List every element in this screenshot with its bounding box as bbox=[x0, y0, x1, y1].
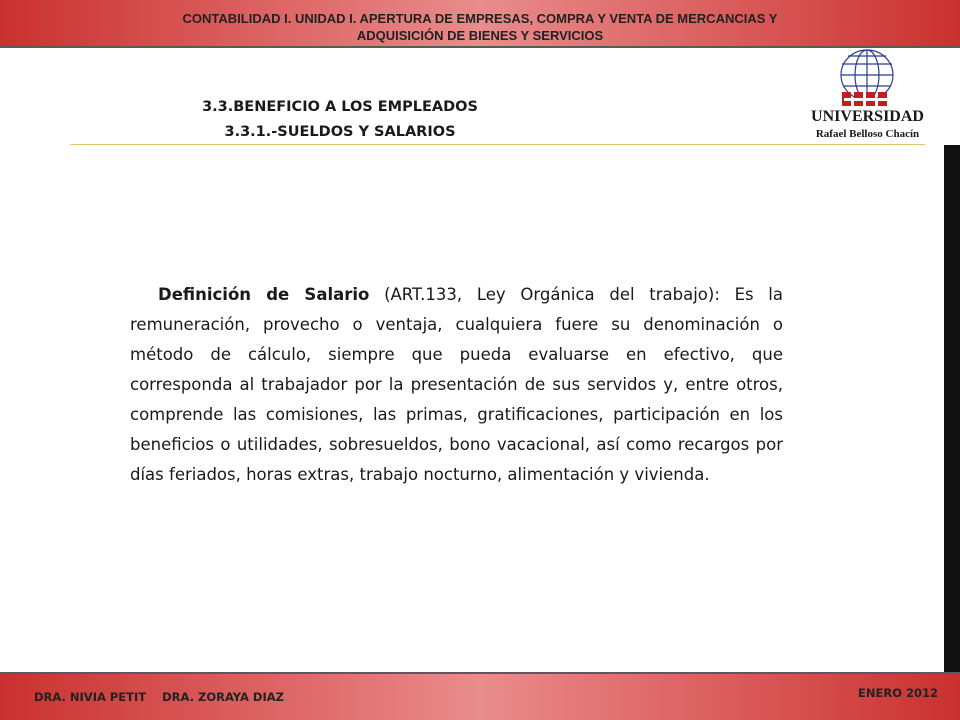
heading-divider bbox=[70, 144, 925, 145]
section-heading bbox=[190, 95, 490, 145]
section-subtitle: 3.3.1.-SUELDOS Y SALARIOS bbox=[224, 124, 456, 140]
section-title: 3.3.BENEFICIO A LOS EMPLEADOS bbox=[202, 99, 478, 115]
salary-definition bbox=[130, 280, 783, 490]
footer-banner bbox=[0, 672, 960, 720]
right-accent-bar bbox=[944, 145, 960, 672]
logo-subname: Rafael Belloso Chacín bbox=[815, 128, 920, 140]
header-line-2: ADQUISICIÓN DE BIENES Y SERVICIOS bbox=[356, 28, 604, 43]
header-title bbox=[100, 10, 860, 44]
definition-term: Definición de Salario bbox=[158, 285, 370, 304]
header-line-1: CONTABILIDAD I. UNIDAD I. APERTURA DE EMPRESAS, COMPRA Y VENTA DE MERCANCIAS Y bbox=[182, 11, 778, 26]
header-banner bbox=[0, 0, 960, 48]
globe-icon bbox=[800, 48, 935, 108]
footer-authors: DRA. NIVIA PETIT DRA. ZORAYA DIAZ bbox=[34, 690, 284, 704]
logo-name: UNIVERSIDAD bbox=[811, 108, 924, 125]
urbe-mark-icon bbox=[842, 92, 888, 106]
university-logo bbox=[800, 48, 935, 148]
footer-date: ENERO 2012 bbox=[858, 686, 938, 700]
definition-text: (ART.133, Ley Orgánica del trabajo): Es la remuneración, provecho o ventaja, cualquiera fuere su denominación o método de cálculo, siempre que pueda evaluarse en efectivo, que corresponda al trabajador por la presentación de sus servidos y, entre otros, comprende las comisiones, las primas, gratificaciones, participación en los beneficios o utilidades, sobresueldos, bono vacacional, así como recargos por días feriados, horas extras, trabajo nocturno, alimentación y vivienda. bbox=[130, 285, 784, 484]
